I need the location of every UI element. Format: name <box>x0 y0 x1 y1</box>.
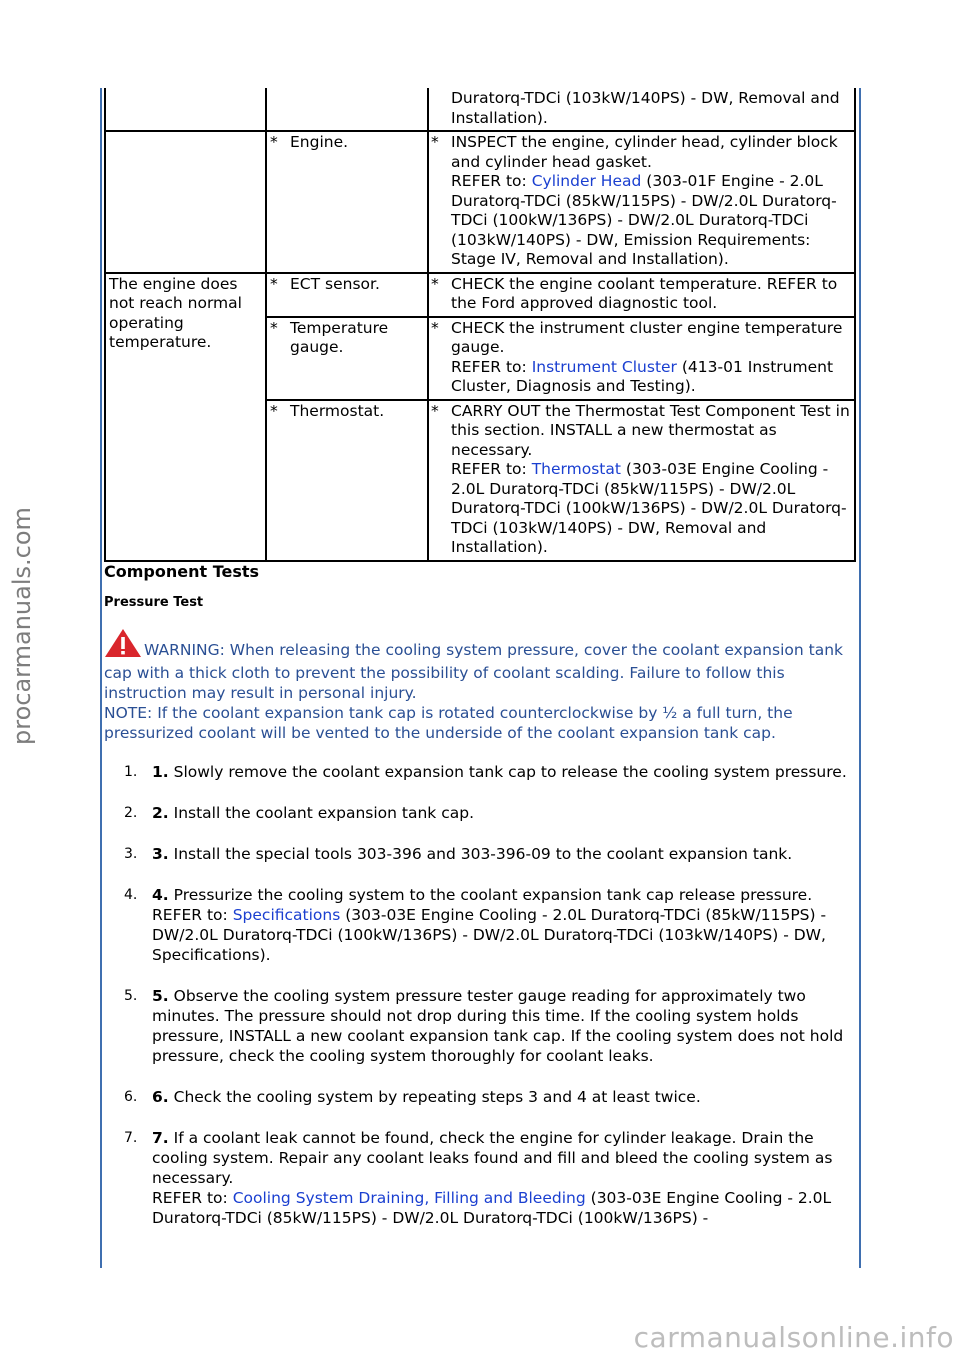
refer-label: REFER to: <box>451 172 527 190</box>
warning-text: WARNING: When releasing the cooling system pressure, cover the coolant expansion tank cap with a thick cloth to prevent the possibility of coolant scalding. Failure to follow this instruction may result in personal injury. <box>104 641 843 702</box>
thermostat-link[interactable]: Thermostat <box>531 460 621 478</box>
source-text: ECT sensor. <box>290 274 380 293</box>
action-text: INSPECT the engine, cylinder head, cylinder block and cylinder head gasket. <box>451 133 838 171</box>
step-number: 6. <box>124 1089 138 1105</box>
refer-label: REFER to: <box>451 460 527 478</box>
bullet-star: * <box>270 401 278 420</box>
cylinder-head-link[interactable]: Cylinder Head <box>531 172 642 190</box>
source-text: Temperature gauge. <box>290 318 389 356</box>
condition-cell <box>105 273 266 561</box>
list-item <box>104 1087 856 1107</box>
list-item <box>104 986 856 1066</box>
action-text: Duratorq-TDCi (103kW/140PS) - DW, Removal and Installation). <box>451 89 840 127</box>
step-label: 3. <box>152 845 169 863</box>
step-label: 7. <box>152 1129 169 1147</box>
step-label: 2. <box>152 804 169 822</box>
step-text: Observe the cooling system pressure tester gauge reading for approximately two minutes. The pressure should not drop during this time. If the cooling system holds pressure, INSTALL a new coolant expansion tank cap. If the cooling system does not hold pressure, check the cooling system thoroughly for coolant leaks. <box>152 987 844 1065</box>
step-text: (303-03E Engine Cooling - 2.0L Duratorq-TDCi (85kW/115PS) - DW/2.0L Duratorq-TDCi (100kW/136PS) - DW/2.0L Duratorq-TDCi (103kW/140PS) - DW, Specifications). <box>152 906 827 964</box>
bullet-star: * <box>431 274 439 293</box>
step-label: 4. <box>152 886 169 904</box>
action-cell <box>428 88 855 131</box>
procedure-steps <box>104 762 856 1249</box>
action-text: CHECK the instrument cluster engine temperature gauge. <box>451 318 843 356</box>
action-cell <box>428 400 855 561</box>
condition-cell <box>105 88 266 131</box>
table-row <box>105 88 855 131</box>
cooling-system-draining-link[interactable]: Cooling System Draining, Filling and Bleeding <box>232 1189 586 1207</box>
step-text: Check the cooling system by repeating steps 3 and 4 at least twice. <box>173 1088 701 1106</box>
diagnostic-table <box>104 88 856 562</box>
step-text: (303-03E Engine Cooling - 2.0L Duratorq-TDCi (85kW/115PS) - DW/2.0L Duratorq-TDCi (100kW/136PS) - <box>152 1189 832 1227</box>
source-cell <box>266 317 428 400</box>
refer-label: REFER to: <box>451 357 527 376</box>
step-text: Pressurize the cooling system to the coolant expansion tank cap release pressure. <box>173 886 813 904</box>
step-number: 3. <box>124 846 138 862</box>
bullet-star: * <box>270 274 278 293</box>
action-cell <box>428 131 855 273</box>
right-margin-rule <box>859 88 861 1268</box>
bullet-star: * <box>270 318 278 337</box>
source-cell <box>266 400 428 561</box>
bullet-star: * <box>431 401 439 420</box>
subsection-heading: Pressure Test <box>104 595 204 610</box>
list-item <box>104 1128 856 1228</box>
step-text: If a coolant leak cannot be found, check the engine for cylinder leakage. Drain the cooling system. Repair any coolant leaks found and fill and bleed the cooling system as necessary. <box>152 1129 833 1187</box>
warning-notice <box>104 628 844 743</box>
action-text: CARRY OUT the Thermostat Test Component Test in this section. INSTALL a new thermostat as necessary. <box>451 401 850 459</box>
list-item <box>104 885 856 965</box>
action-text: CHECK the engine coolant temperature. REFER to the Ford approved diagnostic tool. <box>451 274 838 312</box>
action-text: (303-03E Engine Cooling - 2.0L Duratorq-TDCi (85kW/115PS) - DW/2.0L Duratorq-TDCi (100kW/136PS) - DW/2.0L Duratorq-TDCi (103kW/140PS) - DW, Removal and Installation). <box>451 460 847 556</box>
refer-label: REFER to: <box>152 1189 228 1207</box>
step-label: 5. <box>152 987 169 1005</box>
condition-text: The engine does not reach normal operating temperature. <box>109 274 242 351</box>
step-text: Install the coolant expansion tank cap. <box>173 804 474 822</box>
list-item <box>104 803 856 823</box>
source-cell <box>266 273 428 317</box>
list-item <box>104 762 856 782</box>
step-label: 1. <box>152 763 169 781</box>
source-cell <box>266 88 428 131</box>
table-row <box>105 131 855 273</box>
refer-label: REFER to: <box>152 906 228 924</box>
warning-icon <box>104 628 142 663</box>
step-number: 1. <box>124 764 138 780</box>
bullet-star: * <box>270 133 278 151</box>
note-text: NOTE: If the coolant expansion tank cap is rotated counterclockwise by ½ a full turn, the pressurized coolant will be vented to the underside of the coolant expansion tank cap. <box>104 704 793 742</box>
section-heading: Component Tests <box>104 562 260 581</box>
source-text: Engine. <box>290 133 349 151</box>
condition-cell <box>105 131 266 273</box>
source-text: Thermostat. <box>290 401 385 420</box>
specifications-link[interactable]: Specifications <box>232 906 341 924</box>
step-number: 4. <box>124 887 138 903</box>
bullet-star: * <box>431 133 439 151</box>
table-row <box>105 273 855 317</box>
action-cell <box>428 317 855 400</box>
bottom-watermark: carmanualsonline.info <box>633 1321 954 1354</box>
left-margin-rule <box>100 88 102 1268</box>
action-text: (413-01 Instrument Cluster, Diagnosis and Testing). <box>451 357 834 395</box>
step-text: Slowly remove the coolant expansion tank cap to release the cooling system pressure. <box>173 763 847 781</box>
action-text: (303-01F Engine - 2.0L Duratorq-TDCi (85kW/115PS) - DW/2.0L Duratorq-TDCi (100kW/136PS) - DW/2.0L Duratorq-TDCi (103kW/140PS) - DW, Emission Requirements: Stage IV, Removal and Installation). <box>451 172 837 268</box>
side-watermark: procarmanuals.com <box>8 507 36 745</box>
action-cell <box>428 273 855 317</box>
instrument-cluster-link[interactable]: Instrument Cluster <box>531 357 677 376</box>
list-item <box>104 844 856 864</box>
step-label: 6. <box>152 1088 169 1106</box>
step-text: Install the special tools 303-396 and 303-396-09 to the coolant expansion tank. <box>173 845 793 863</box>
bullet-star: * <box>431 318 439 337</box>
source-cell <box>266 131 428 273</box>
step-number: 5. <box>124 988 138 1004</box>
step-number: 7. <box>124 1130 138 1146</box>
step-number: 2. <box>124 805 138 821</box>
